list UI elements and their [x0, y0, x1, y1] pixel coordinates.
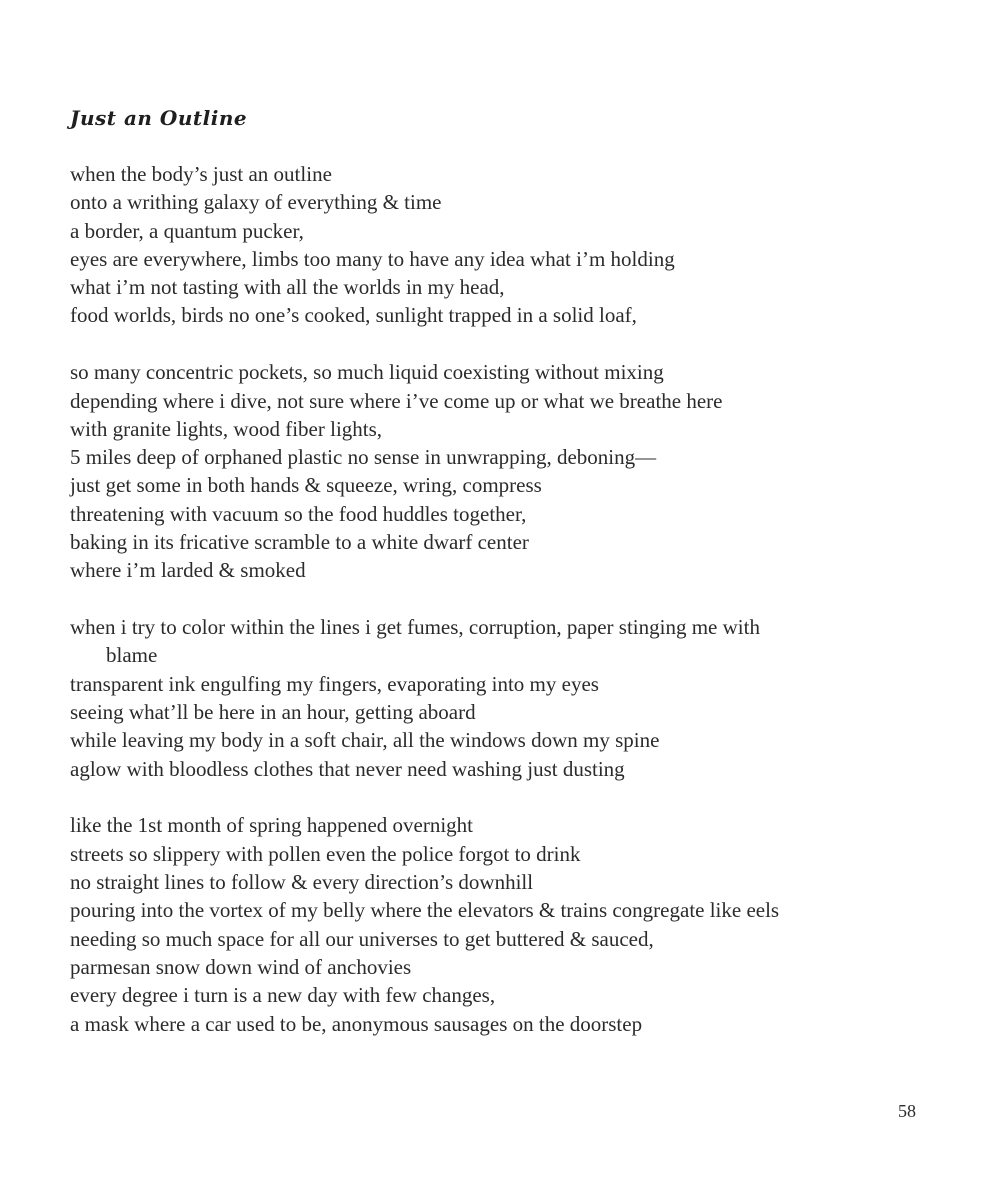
poem-line: aglow with bloodless clothes that never need washing just dusting [70, 756, 625, 781]
poem-line: onto a writhing galaxy of everything & time [70, 190, 442, 215]
poem-line: parmesan snow down wind of anchovies [70, 954, 412, 979]
poem-line: every degree i turn is a new day with few changes, [70, 983, 496, 1008]
poem-line: while leaving my body in a soft chair, all the windows down my spine [70, 728, 660, 753]
poem-line: pouring into the vortex of my belly where the elevators & trains congregate like eels [70, 898, 780, 923]
poem-line: a mask where a car used to be, anonymous sausages on the doorstep [70, 1011, 643, 1036]
poem-line: so many concentric pockets, so much liquid coexisting without mixing [70, 360, 664, 385]
poem-line: no straight lines to follow & every direction’s downhill [70, 870, 534, 895]
poem-title: Just an Outline [70, 106, 248, 130]
stanza [70, 613, 870, 783]
poem-line: depending where i dive, not sure where i’ve come up or what we breathe here [70, 388, 723, 413]
poem-line: transparent ink engulfing my fingers, evaporating into my eyes [70, 671, 599, 696]
poem-line: needing so much space for all our universes to get buttered & sauced, [70, 926, 654, 951]
poem-line: where i’m larded & smoked [70, 558, 306, 583]
stanza [70, 811, 870, 1037]
stanza [70, 160, 870, 330]
poem-line: like the 1st month of spring happened overnight [70, 813, 474, 838]
poem-line: eyes are everywhere, limbs too many to have any idea what i’m holding [70, 246, 675, 271]
poem-line: when i try to color within the lines i get fumes, corruption, paper stinging me with [70, 615, 760, 640]
poem-line: threatening with vacuum so the food huddles together, [70, 501, 527, 526]
poem-line: when the body’s just an outline [70, 162, 332, 186]
poem-body [70, 160, 870, 1066]
poem-line: 5 miles deep of orphaned plastic no sense in unwrapping, deboning— [70, 445, 657, 470]
poem-line: with granite lights, wood fiber lights, [70, 416, 383, 441]
stanza [70, 358, 870, 584]
poem-line: what i’m not tasting with all the worlds in my head, [70, 275, 505, 300]
poem-line: streets so slippery with pollen even the police forgot to drink [70, 841, 581, 866]
poem-line: food worlds, birds no one’s cooked, sunlight trapped in a solid loaf, [70, 303, 637, 328]
poem-line: just get some in both hands & squeeze, wring, compress [70, 473, 542, 498]
poem-line: baking in its fricative scramble to a white dwarf center [70, 530, 529, 555]
poem-line: seeing what’ll be here in an hour, getting aboard [70, 700, 476, 725]
page-number: 58 [898, 1101, 916, 1121]
poem-line-turnover: blame [106, 643, 158, 668]
poem-line: a border, a quantum pucker, [70, 218, 304, 243]
page-number-container [0, 1100, 916, 1122]
